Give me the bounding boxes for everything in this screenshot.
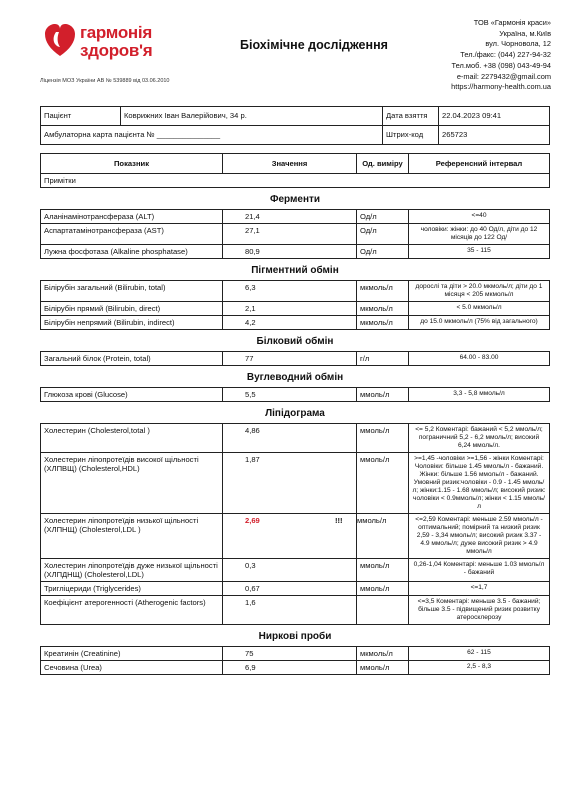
result-value-text: 80,9 — [245, 247, 260, 256]
result-value-text: 0,3 — [245, 561, 256, 570]
patient-info-table — [40, 106, 550, 145]
indicator-name: Глюкоза крові (Glucose) — [41, 388, 223, 402]
indicator-name: Холестерин ліпопротеїдів високої щільності (ХЛПВЩ) (Cholesterol,HDL) — [41, 453, 223, 514]
unit-text: ммоль/л — [360, 561, 390, 570]
table-row — [41, 210, 550, 224]
indicator-name: Холестерин ліпопротеїдів дуже низької щільності (ХЛПДНЩ) (Cholesterol,LDL) — [41, 559, 223, 582]
reference-interval: <=2,59 Коментарі: меньше 2.59 ммоль/л - оптимальний; помірний та низкий ризик 2,59 - 3,34 ммоль/л; високий ризик 3.37 - 4.9 ммоль/л; дуже високий ризик > 4.9 ммоль/л — [409, 514, 550, 559]
table-row — [41, 596, 550, 625]
result-value-text: 4,2 — [245, 318, 256, 327]
results-table — [40, 153, 550, 675]
company-line: Україна, м.Київ — [499, 28, 551, 38]
section-title: Ліпідограма — [41, 402, 550, 424]
table-row — [41, 302, 550, 316]
result-value-text: 77 — [245, 354, 254, 363]
result-value-text: 1,87 — [245, 455, 260, 464]
section-row — [41, 330, 550, 352]
unit-cell — [335, 514, 409, 559]
brand-name-line1: гармонія — [80, 23, 152, 42]
table-row — [41, 582, 550, 596]
reference-interval: дорослі та діти > 20.0 мкмоль/л; діти до 1 місяця < 205 мкмоль/л — [409, 281, 550, 302]
unit-cell — [357, 352, 409, 366]
patient-label: Пацієнт — [41, 107, 121, 126]
barcode-label: Штрих-код — [383, 126, 439, 145]
barcode-value: 265723 — [439, 126, 550, 145]
indicator-name: Білірубін прямий (Bilirubin, direct) — [41, 302, 223, 316]
reference-interval: 2,5 - 8,3 — [409, 661, 550, 675]
reference-interval: 64.00 - 83.00 — [409, 352, 550, 366]
header-indicator: Показник — [41, 154, 223, 174]
date-label: Дата взяття — [383, 107, 439, 126]
unit-cell — [357, 316, 409, 330]
indicator-name: Креатинін (Creatinine) — [41, 647, 223, 661]
indicator-name: Аспартатамінотрансфераза (AST) — [41, 224, 223, 245]
indicator-name: Сечовина (Urea) — [41, 661, 223, 675]
notes-label: Примітки — [41, 174, 550, 188]
result-value — [223, 661, 357, 675]
result-value-text: 21,4 — [245, 212, 260, 221]
alert-marker: !!! — [335, 516, 343, 525]
result-value — [223, 388, 357, 402]
section-row — [41, 366, 550, 388]
unit-cell — [357, 302, 409, 316]
unit-text: ммоль/л — [360, 584, 390, 593]
section-title: Білковий обмін — [41, 330, 550, 352]
unit-cell — [357, 582, 409, 596]
unit-text: ммоль/л — [357, 516, 387, 525]
reference-interval: чоловіки: жінки: до 40 Од/л, діти до 12 місяців до 122 Од/ — [409, 224, 550, 245]
section-row — [41, 402, 550, 424]
patient-name: Коврижних Іван Валерійович, 34 р. — [121, 107, 383, 126]
indicator-name: Лужна фосфотаза (Alkaline phosphatase) — [41, 245, 223, 259]
table-row — [41, 281, 550, 302]
company-line: вул. Чорновола, 12 — [485, 39, 551, 49]
unit-text: Од/л — [360, 226, 377, 235]
section-title: Ниркові проби — [41, 625, 550, 647]
reference-interval: >=1,45 -чоловіки >=1,56 - жінки Коментарі: Чоловіки: більше 1.45 ммоль/л - бажаний. Жінки: більше 1.56 ммоль/л - бажаний. Умовний ризик:чоловіки - 0.9 - 1.45 ммоль/л; жінки:1.15 - 1.68 ммоль/л; високий ризик: чоловіки < 0.9ммоль/л; жінки < 1.15 ммоль/л — [409, 453, 550, 514]
company-line: Тел./факс: (044) 227-94-32 — [460, 50, 551, 60]
section-title: Пігментний обмін — [41, 259, 550, 281]
indicator-name: Холестерин (Cholesterol,total ) — [41, 424, 223, 453]
unit-cell — [357, 647, 409, 661]
table-row — [41, 316, 550, 330]
result-value-text: 2,69 — [245, 516, 260, 525]
unit-text: ммоль/л — [360, 426, 390, 435]
unit-cell — [357, 210, 409, 224]
brand-logo — [44, 20, 194, 70]
table-row — [41, 388, 550, 402]
unit-text: мкмоль/л — [360, 318, 393, 327]
license-text: Ліцензія МОЗ України АВ № 539889 від 03.06.2010 — [40, 78, 170, 84]
result-value-text: 27,1 — [245, 226, 260, 235]
header-value: Значення — [223, 154, 357, 174]
table-row — [41, 559, 550, 582]
result-value — [223, 424, 357, 453]
table-row — [41, 352, 550, 366]
unit-text: мкмоль/л — [360, 649, 393, 658]
unit-cell — [357, 661, 409, 675]
result-value — [223, 647, 357, 661]
unit-text: ммоль/л — [360, 390, 390, 399]
card-number: Амбулаторна карта пацієнта № _______________ — [41, 126, 383, 145]
header-reference: Референсний інтервал — [409, 154, 550, 174]
unit-cell — [357, 596, 409, 625]
result-value-text: 4,86 — [245, 426, 260, 435]
unit-text: мкмоль/л — [360, 304, 393, 313]
table-row — [41, 453, 550, 514]
result-value — [223, 596, 357, 625]
result-value — [223, 281, 357, 302]
company-info — [451, 18, 551, 93]
result-value — [223, 224, 357, 245]
company-email[interactable]: e-mail: 2279432@gmail.com — [456, 71, 551, 81]
notes-row — [41, 174, 550, 188]
table-row — [41, 424, 550, 453]
table-row — [41, 224, 550, 245]
reference-interval: 62 - 115 — [409, 647, 550, 661]
section-title: Ферменти — [41, 188, 550, 210]
section-row — [41, 188, 550, 210]
unit-cell — [357, 245, 409, 259]
unit-cell — [357, 281, 409, 302]
unit-cell — [357, 388, 409, 402]
indicator-name: Холестерин ліпопротеїдів низької щільності (ХЛПНЩ) (Cholesterol,LDL ) — [41, 514, 223, 559]
collection-date: 22.04.2023 09:41 — [439, 107, 550, 126]
unit-cell — [357, 453, 409, 514]
reference-interval: <=3,5 Коментарі: меньше 3.5 - бажаний; більше 3.5 - підвищений ризик розвитку атеросклерозу — [409, 596, 550, 625]
reference-interval: <=1,7 — [409, 582, 550, 596]
unit-cell — [357, 424, 409, 453]
indicator-name: Аланінамінотрансфераза (ALT) — [41, 210, 223, 224]
result-value — [223, 245, 357, 259]
result-value-text: 6,9 — [245, 663, 256, 672]
reference-interval: 3,3 - 5,8 ммоль/л — [409, 388, 550, 402]
table-row — [41, 514, 550, 559]
table-row — [41, 647, 550, 661]
result-value — [223, 302, 357, 316]
result-value-text: 5,5 — [245, 390, 256, 399]
indicator-name: Загальний білок (Protein, total) — [41, 352, 223, 366]
reference-interval: <= 5,2 Коментарі: бажаний < 5,2 ммоль/л; пограничний 5,2 - 6,2 ммоль/л; високий 6,24 ммоль/л. — [409, 424, 550, 453]
unit-text: г/л — [360, 354, 370, 363]
indicator-name: Білірубін загальний (Bilirubin, total) — [41, 281, 223, 302]
result-value — [223, 316, 357, 330]
brand-name-line2: здоров'я — [80, 41, 153, 60]
result-value-text: 2,1 — [245, 304, 256, 313]
result-value — [223, 210, 357, 224]
result-value-text: 75 — [245, 649, 254, 658]
section-row — [41, 625, 550, 647]
reference-interval: <=40 — [409, 210, 550, 224]
result-value-text: 6,3 — [245, 283, 256, 292]
result-value — [223, 453, 357, 514]
company-line: ТОВ «Гармонія краси» — [473, 18, 551, 27]
result-value — [223, 582, 357, 596]
section-row — [41, 259, 550, 281]
unit-text: ммоль/л — [360, 455, 390, 464]
result-value — [223, 352, 357, 366]
heart-drop-icon — [44, 23, 76, 57]
table-row — [41, 661, 550, 675]
document-title: Біохімічне дослідження — [240, 38, 388, 52]
unit-text: мкмоль/л — [360, 283, 393, 292]
result-value — [223, 559, 357, 582]
reference-interval: < 5.0 мкмоль/л — [409, 302, 550, 316]
indicator-name: Коефіцієнт атерогенності (Atherogenic factors) — [41, 596, 223, 625]
unit-text: ммоль/л — [360, 663, 390, 672]
table-row — [41, 245, 550, 259]
unit-cell — [357, 559, 409, 582]
reference-interval: до 15.0 мкмоль/л (75% від загального) — [409, 316, 550, 330]
result-value-text: 0,67 — [245, 584, 260, 593]
header-unit: Од. виміру — [357, 154, 409, 174]
unit-text: Од/л — [360, 212, 377, 221]
indicator-name: Тригліцериди (Triglycerides) — [41, 582, 223, 596]
company-website[interactable]: https://harmony-health.com.ua — [451, 82, 551, 92]
result-value-text: 1,6 — [245, 598, 256, 607]
indicator-name: Білірубін непрямий (Bilirubin, indirect) — [41, 316, 223, 330]
company-line: Тел.моб. +38 (098) 043-49-94 — [451, 60, 551, 70]
section-title: Вуглеводний обмін — [41, 366, 550, 388]
unit-cell — [357, 224, 409, 245]
reference-interval: 0,26-1,04 Коментарі: меньше 1.03 ммоль/л - бажаний — [409, 559, 550, 582]
reference-interval: 35 - 115 — [409, 245, 550, 259]
unit-text: Од/л — [360, 247, 377, 256]
